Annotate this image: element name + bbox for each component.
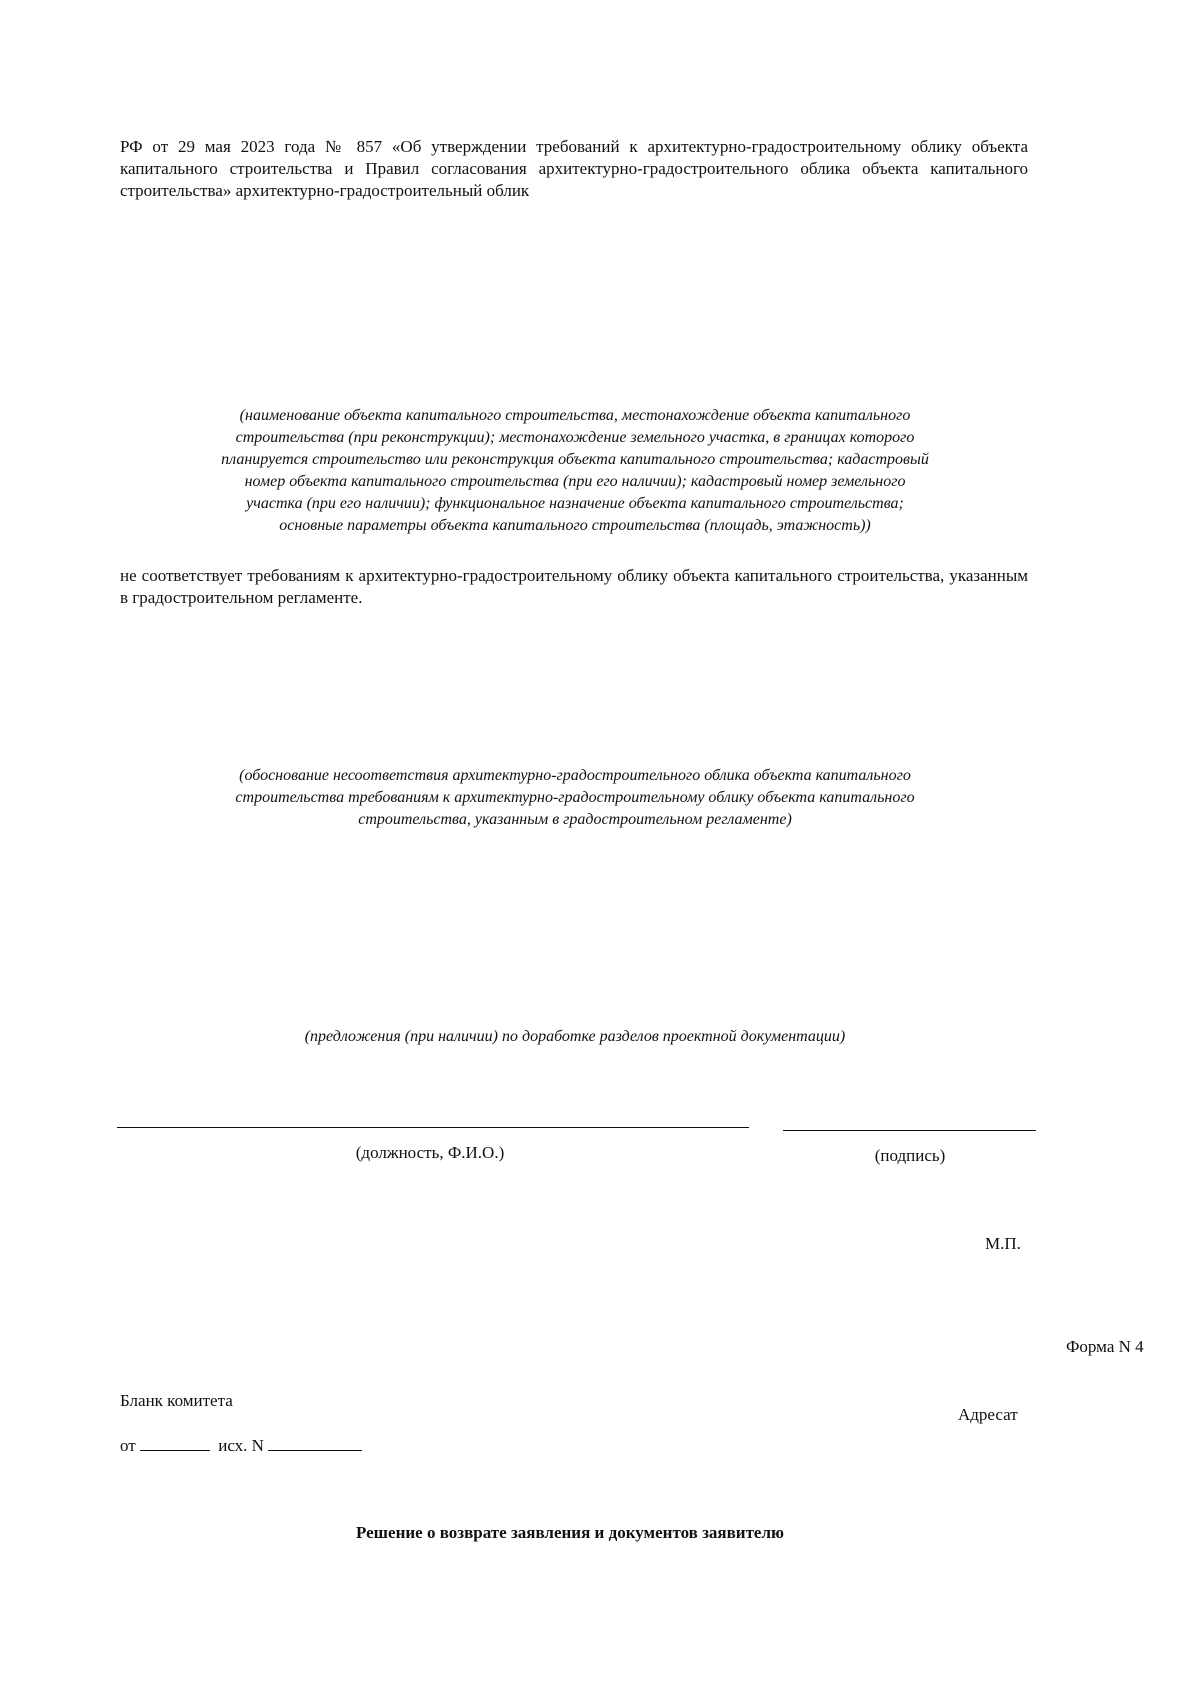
committee-blank-label: Бланк комитета — [120, 1391, 233, 1410]
non-compliance-paragraph: не соответствует требованиям к архитектурно-градостроительному облику объекта капитального строительства, указанным в градостроительном регламенте. — [120, 566, 1028, 607]
hint-line: номер объекта капитального строительства (при его наличии); кадастровый номер земельного — [244, 473, 906, 490]
outgoing-ref-line — [120, 1435, 362, 1457]
hint-line: участка (при его наличии); функциональное назначение объекта капитального строительства; — [246, 495, 904, 512]
number-blank — [268, 1436, 362, 1451]
hint-line: (наименование объекта капитального строительства, местонахождение объекта капитального — [239, 407, 911, 424]
date-prefix: от — [120, 1436, 136, 1455]
hint-proposals: (предложения (при наличии) по доработке разделов проектной документации) — [304, 1028, 846, 1045]
sign-signature-line — [783, 1130, 1036, 1131]
number-prefix: исх. N — [218, 1436, 264, 1455]
position-label: (должность, Ф.И.О.) — [355, 1143, 505, 1162]
hint-line: строительства (при реконструкции); местонахождение земельного участка, в границах которого — [235, 429, 915, 446]
hint-line: планируется строительство или реконструкция объекта капитального строительства; кадастровый — [221, 451, 929, 468]
hint-line: (обоснование несоответствия архитектурно-градостроительного облика объекта капитального — [239, 767, 911, 784]
position-signature-line — [117, 1127, 749, 1128]
intro-paragraph: РФ от 29 мая 2023 года № 857 «Об утверждении требований к архитектурно-градостроительному облику объекта капитального строительства и Правил согласования архитектурно-градостроительного облика объекта капитального строительства» архитектурно-градостроительный облик — [120, 137, 1028, 200]
form-number: Форма N 4 — [1066, 1337, 1144, 1356]
hint-line: строительства требованиям к архитектурно-градостроительному облику объекта капитального — [235, 789, 915, 806]
hint-reason — [100, 765, 1050, 831]
hint-line: основные параметры объекта капитального строительства (площадь, этажность)) — [279, 517, 871, 534]
sign-label: (подпись) — [874, 1146, 946, 1165]
addressee-label: Адресат — [958, 1405, 1018, 1424]
hint-line: строительства, указанным в градостроительном регламенте) — [358, 811, 792, 828]
decision-title: Решение о возврате заявления и документов заявителю — [355, 1523, 785, 1542]
hint-object-description — [100, 405, 1050, 537]
stamp-label: М.П. — [985, 1234, 1021, 1253]
date-blank — [140, 1436, 210, 1451]
